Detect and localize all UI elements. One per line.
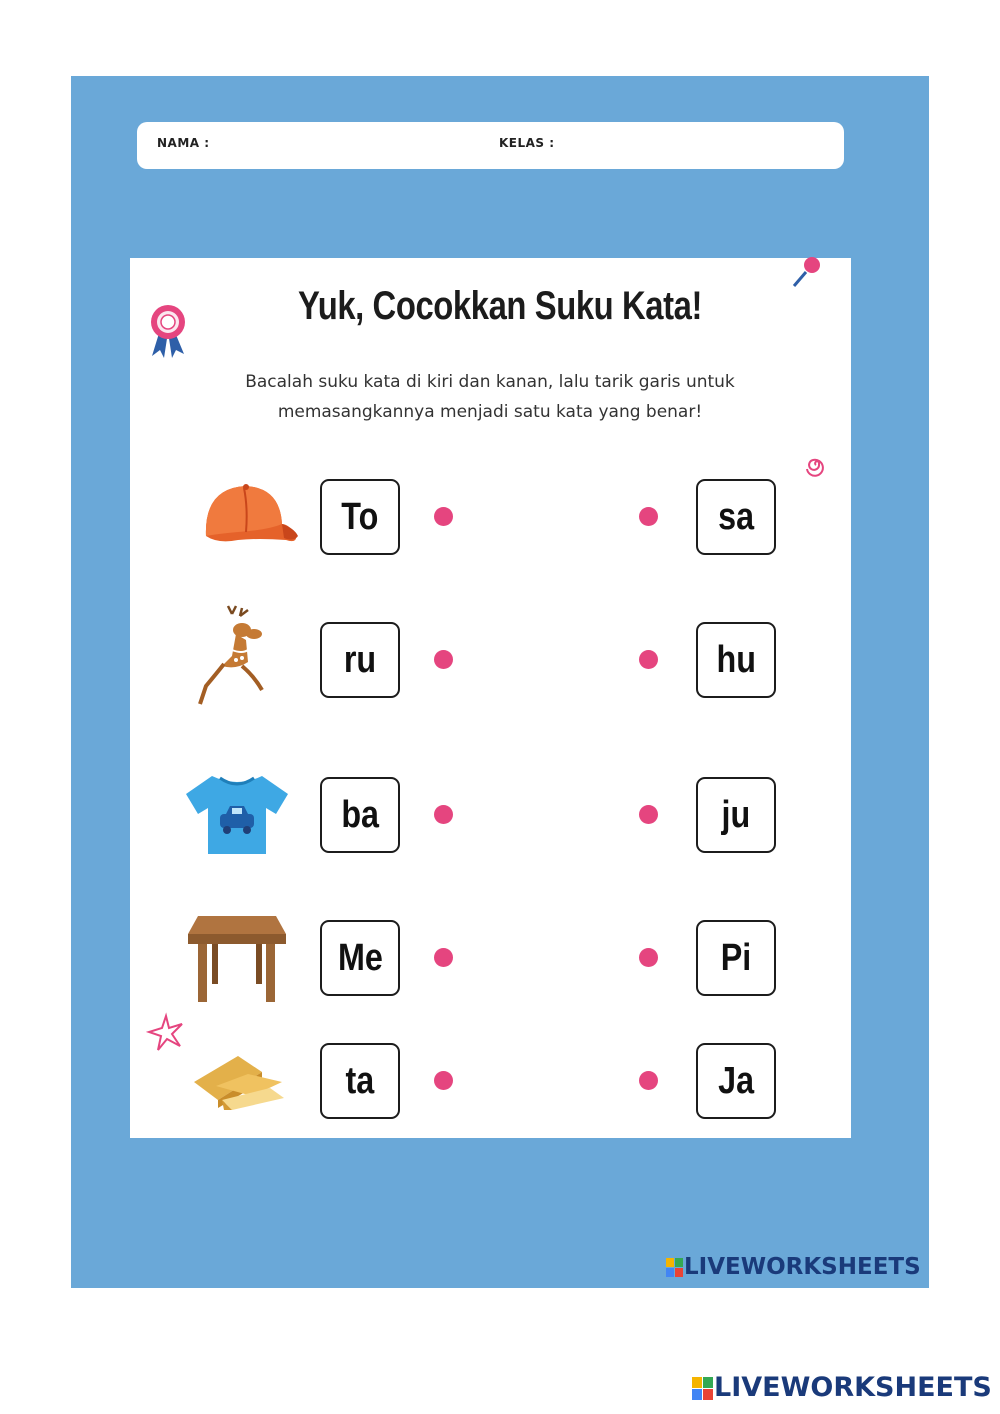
left-syllable-box: ba: [320, 777, 400, 853]
deer-icon: [192, 604, 268, 712]
instruction-text: Bacalah suku kata di kiri dan kanan, lalu tarik garis untuk memasangkannya menjadi satu kata yang benar!: [245, 372, 735, 422]
left-match-dot[interactable]: [434, 948, 453, 967]
sparkle-icon: [146, 1012, 186, 1052]
right-match-dot[interactable]: [639, 805, 658, 824]
left-syllable-box: ru: [320, 622, 400, 698]
left-match-dot[interactable]: [434, 1071, 453, 1090]
footer-brand: LIVEWORKSHEETS: [692, 1372, 992, 1403]
name-class-bar: [137, 122, 844, 169]
table-icon: [186, 908, 288, 1004]
right-match-dot[interactable]: [639, 1071, 658, 1090]
tofu-icon: [188, 1048, 288, 1112]
left-syllable-box: ta: [320, 1043, 400, 1119]
left-syllable-box: Me: [320, 920, 400, 996]
swirl-icon: [802, 450, 832, 480]
cap-icon: [198, 478, 302, 554]
liveworksheets-logo-icon: [666, 1258, 684, 1278]
right-syllable-box: ju: [696, 777, 776, 853]
inner-brand: LIVEWORKSHEETS: [666, 1254, 921, 1280]
liveworksheets-logo-icon: [692, 1377, 714, 1401]
right-syllable-box: Ja: [696, 1043, 776, 1119]
left-syllable-box: To: [320, 479, 400, 555]
left-match-dot[interactable]: [434, 650, 453, 669]
class-label: KELAS :: [499, 136, 555, 150]
right-match-dot[interactable]: [639, 948, 658, 967]
worksheet-title: Yuk, Cocokkan Suku Kata!: [298, 284, 702, 328]
right-match-dot[interactable]: [639, 507, 658, 526]
right-syllable-box: Pi: [696, 920, 776, 996]
tshirt-icon: [182, 770, 292, 856]
left-match-dot[interactable]: [434, 805, 453, 824]
right-syllable-box: sa: [696, 479, 776, 555]
name-label: NAMA :: [157, 136, 210, 150]
left-match-dot[interactable]: [434, 507, 453, 526]
right-match-dot[interactable]: [639, 650, 658, 669]
right-syllable-box: hu: [696, 622, 776, 698]
